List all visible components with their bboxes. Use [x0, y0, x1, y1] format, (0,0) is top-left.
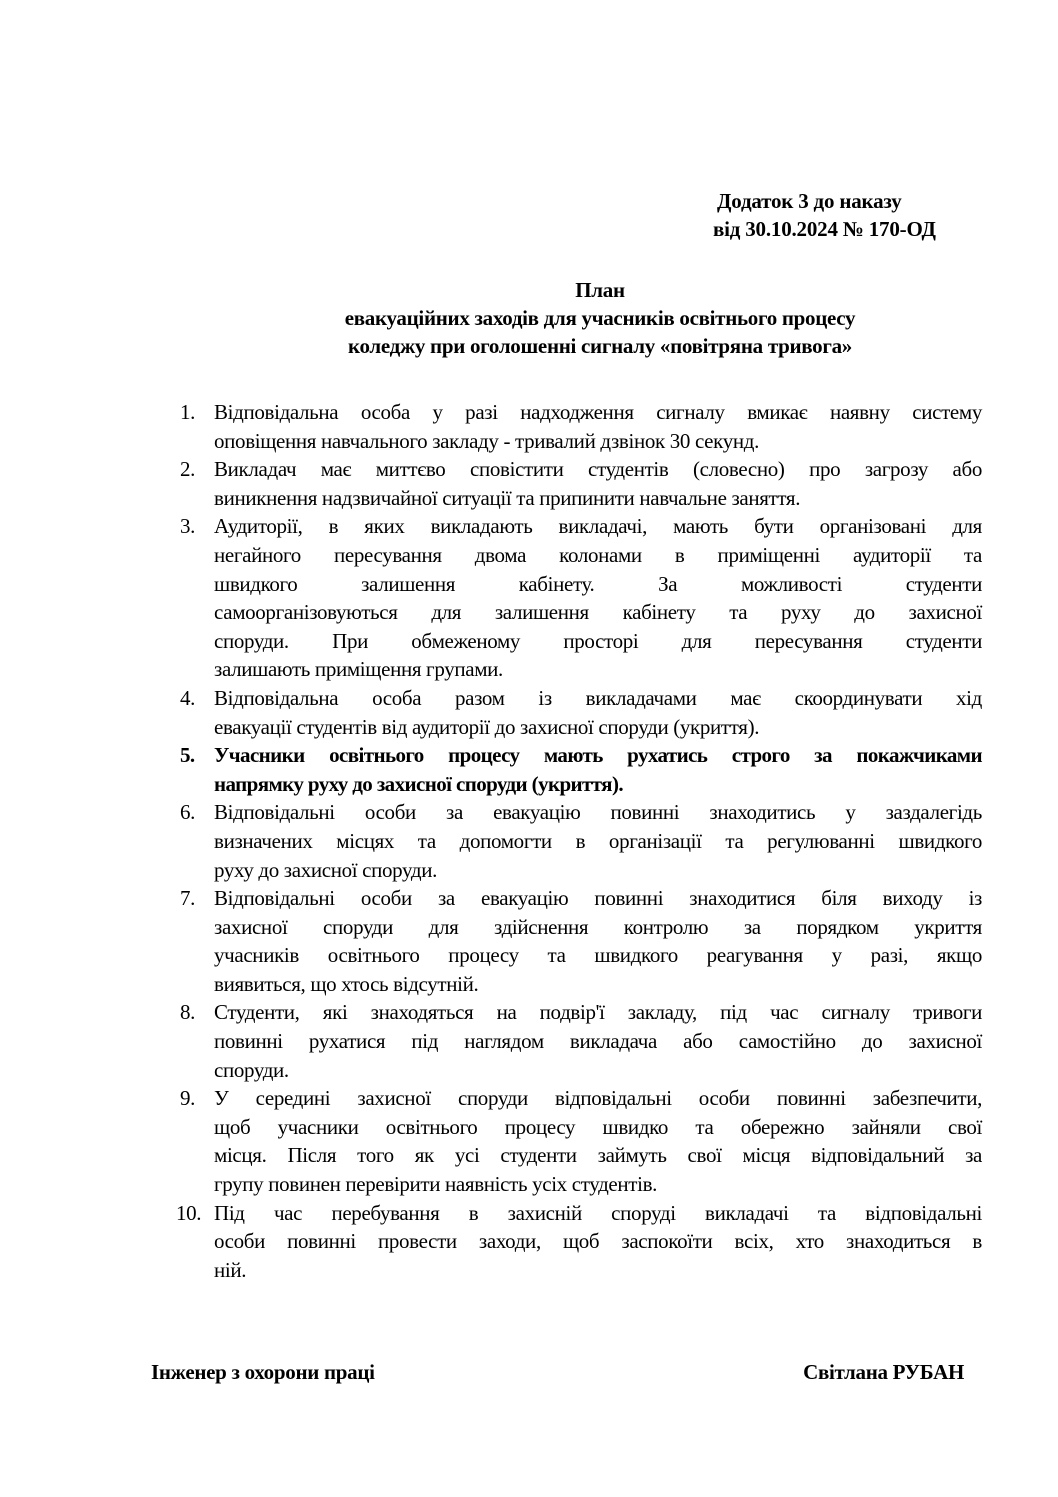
list-item-text — [214, 1199, 982, 1285]
list-item-line: Студенти, які знаходяться на подвір'ї закладу, під час сигналу тривоги — [214, 1000, 982, 1025]
list-item-text — [214, 1084, 982, 1198]
title-line-3: коледжу при оголошенні сигналу «повітряна тривога» — [347, 334, 853, 358]
list-item-line: Відповідальні особи за евакуацію повинні знаходитися біля виходу із — [214, 886, 982, 911]
list-item-line: виявиться, що хтось відсутній. — [214, 971, 479, 996]
list-item-line: евакуації студентів від аудиторії до захисної споруди (укриття). — [214, 714, 760, 739]
list-item-text — [214, 512, 982, 684]
list-item — [180, 512, 982, 684]
addendum-order-ref: від 30.10.2024 № 170-ОД — [713, 217, 936, 241]
list-item-number: 10. — [176, 1200, 202, 1225]
list-item-line: Під час перебування в захисній споруді викладачі та відповідальні — [214, 1200, 982, 1225]
list-item-text — [214, 798, 982, 884]
list-item — [180, 798, 982, 884]
list-item — [180, 741, 982, 798]
list-item-line: напрямку руху до захисної споруди (укриття). — [214, 771, 623, 796]
list-item-line: виникнення надзвичайної ситуації та припинити навчальне заняття. — [214, 485, 801, 510]
list-item-number: 4. — [180, 685, 196, 710]
list-item-line: оповіщення навчального закладу - тривалий дзвінок 30 секунд. — [214, 428, 759, 453]
list-item-text — [214, 998, 982, 1084]
list-item-line: місця. Після того як усі студенти займуть свої місця відповідальний за — [214, 1143, 982, 1168]
list-item-text — [214, 741, 982, 798]
list-item-number: 6. — [180, 800, 196, 825]
list-item — [180, 398, 982, 455]
list-item-line: групу повинен перевірити наявність усіх студентів. — [214, 1172, 658, 1197]
list-item-number: 1. — [180, 400, 196, 424]
list-item-line: У середині захисної споруди відповідальні особи повинні забезпечити, — [214, 1086, 982, 1111]
title-line-1: План — [575, 278, 625, 302]
list-item-number: 8. — [180, 1000, 196, 1025]
list-item-line: ній. — [214, 1257, 247, 1282]
list-item-line: споруди. — [214, 1057, 289, 1082]
list-item-number: 3. — [180, 514, 196, 539]
list-item-line: повинні рухатися під наглядом викладача або самостійно до захисної — [214, 1029, 982, 1054]
list-item — [180, 455, 982, 512]
list-item-text — [214, 455, 982, 512]
list-item-line: Учасники освітнього процесу мають рухатись строго за покажчиками — [214, 743, 982, 768]
signatory-role: Інженер з охорони праці — [151, 1360, 375, 1384]
title-line-2: евакуаційних заходів для учасників освітнього процесу — [344, 306, 856, 330]
list-item-line: учасників освітнього процесу та швидкого реагування у разі, якщо — [214, 943, 982, 968]
evacuation-steps-list — [176, 398, 982, 1284]
list-item — [180, 1084, 982, 1198]
addendum-header — [713, 187, 936, 243]
list-item — [176, 1199, 982, 1285]
list-item-line: негайного пересування двома колонами в приміщенні аудиторії та — [214, 542, 982, 567]
list-item-number: 5. — [180, 743, 195, 768]
list-item-line: швидкого залишення кабінету. За можливості студенти — [214, 571, 982, 596]
list-item-line: Відповідальні особи за евакуацію повинні знаходитись у заздалегідь — [214, 800, 982, 825]
list-item-line: самоорганізовуються для залишення кабінету та руху до захисної — [214, 600, 982, 625]
list-item — [180, 884, 982, 998]
document-title — [180, 276, 1020, 360]
list-item-line: Відповідальна особа разом із викладачами має скоординувати хід — [214, 685, 982, 710]
list-item — [180, 684, 982, 741]
list-item-line: споруди. При обмеженому просторі для пересування студенти — [214, 628, 982, 653]
list-item-line: особи повинні провести заходи, щоб заспокоїти всіх, хто знаходиться в — [214, 1229, 982, 1254]
list-item-text — [214, 684, 982, 741]
signatory-name: Світлана РУБАН — [803, 1360, 964, 1384]
list-item-line: захисної споруди для здійснення контролю за порядком укриття — [214, 914, 982, 939]
list-item-number: 7. — [180, 886, 196, 911]
list-item-line: Аудиторії, в яких викладають викладачі, мають бути організовані для — [214, 514, 982, 539]
addendum-title: Додаток 3 до наказу — [717, 189, 902, 213]
list-item-line: залишають приміщення групами. — [214, 657, 503, 682]
list-item-text — [214, 398, 982, 455]
list-item-line: Викладач має миттєво сповістити студентів (словесно) про загрозу або — [214, 457, 982, 482]
list-item-line: щоб учасники освітнього процесу швидко та обережно зайняли свої — [214, 1114, 982, 1139]
list-item-line: визначених місцях та допомогти в організації та регулюванні швидкого — [214, 828, 982, 853]
list-item-text — [214, 884, 982, 998]
list-item — [180, 998, 982, 1084]
list-item-line: Відповідальна особа у разі надходження сигналу вмикає наявну систему — [214, 400, 982, 424]
list-item-line: руху до захисної споруди. — [214, 857, 437, 882]
list-item-number: 9. — [180, 1086, 196, 1111]
list-item-number: 2. — [180, 457, 196, 482]
